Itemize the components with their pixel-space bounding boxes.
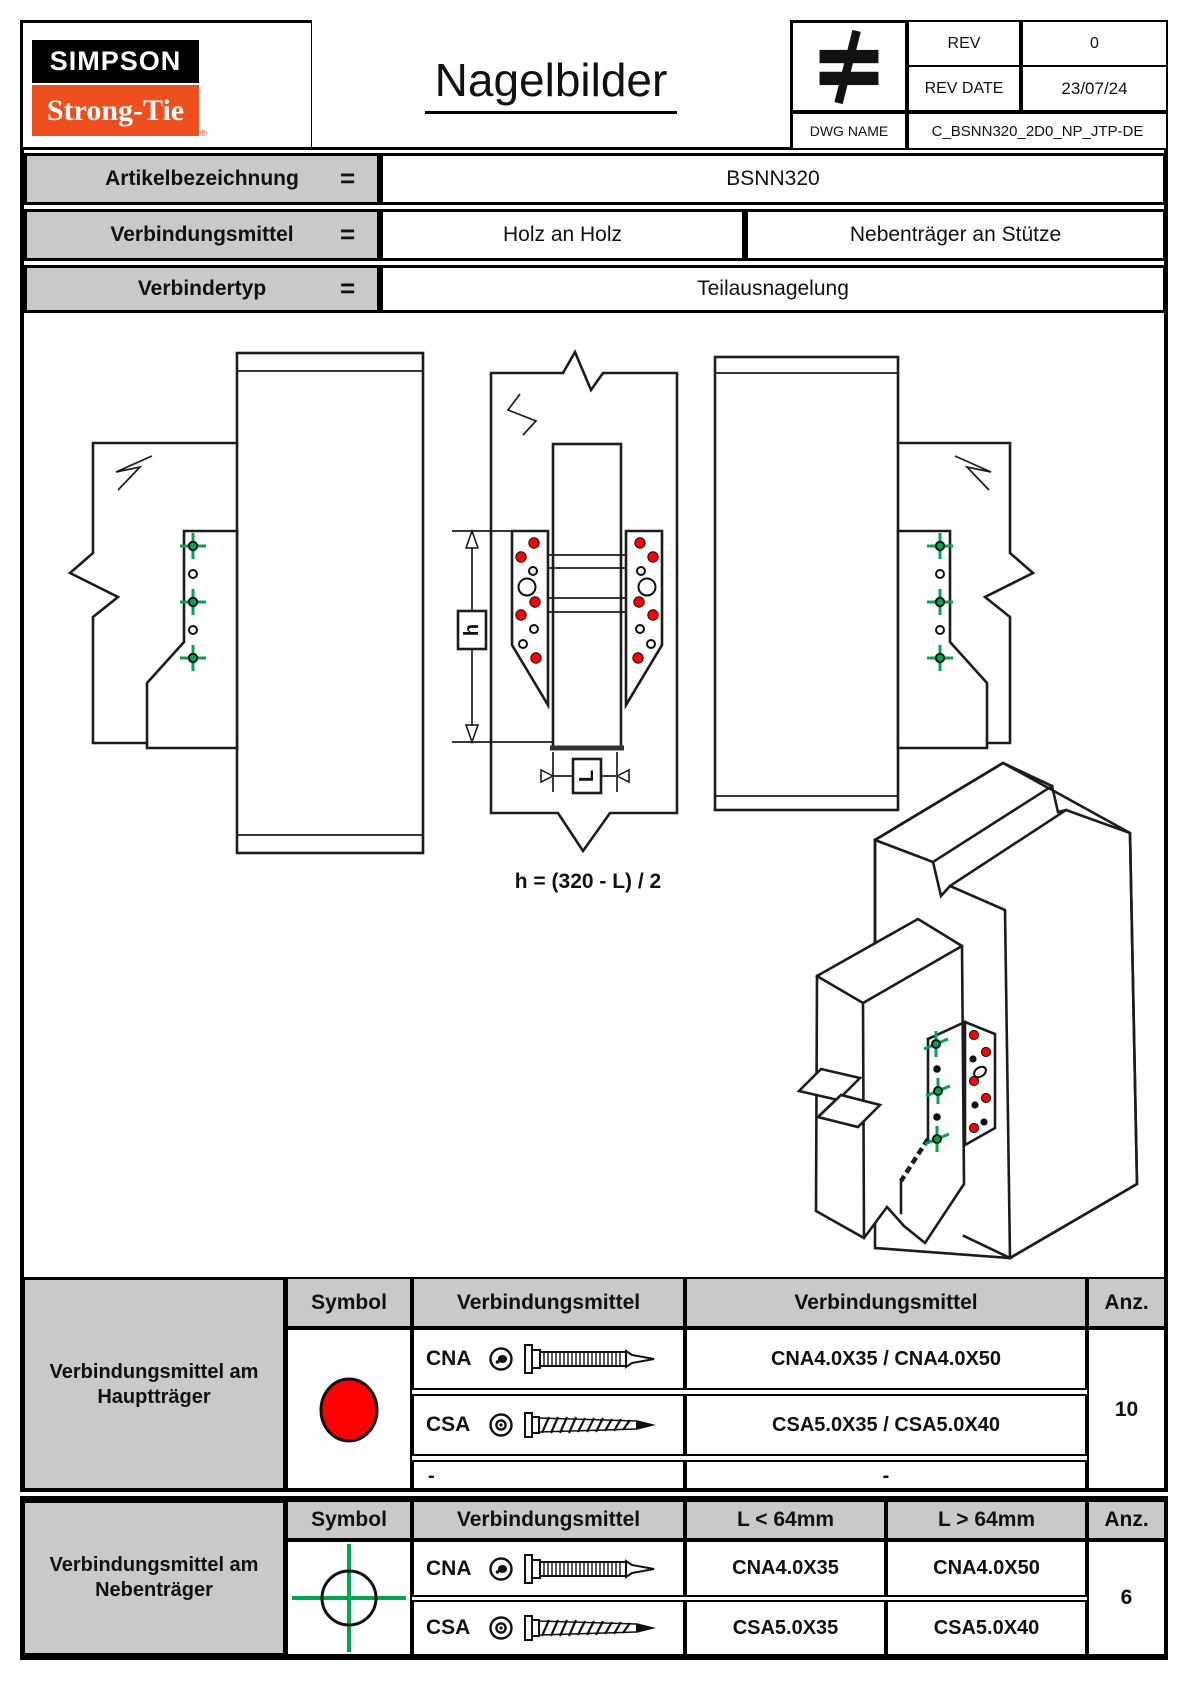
rev-date-label-cell: REV DATE (907, 65, 1021, 112)
table2-cell-csa-large: CSA5.0X40 (886, 1600, 1087, 1656)
info-label-verbindungsmittel: Verbindungsmittel (24, 209, 380, 261)
table-main-header-fastener2: Verbindungsmittel (685, 1277, 1087, 1328)
view-side-left (70, 353, 423, 853)
dwg-name-value-cell: C_BSNN320_2D0_NP_JTP-DE (907, 112, 1168, 150)
nail-pattern-drawing (20, 313, 1168, 1277)
table-secondary-header-fastener: Verbindungsmittel (412, 1500, 685, 1540)
info-value-holz-an-holz: Holz an Holz (380, 209, 745, 261)
table-main-header-fastener: Verbindungsmittel (412, 1277, 685, 1328)
equals-sign: = (340, 273, 356, 303)
view-front (452, 352, 677, 893)
table2-row-cna-fastener: CNA (412, 1540, 685, 1597)
registered-mark: ® (200, 128, 207, 138)
info-label-verbindertyp: Verbindertyp (24, 265, 380, 313)
svg-text:h: h (461, 623, 483, 637)
svg-text:L: L (576, 769, 598, 783)
dimension-l (540, 752, 630, 793)
hanger-side-flange (147, 531, 237, 748)
table-row-csa-fastener: CSA (412, 1394, 685, 1456)
table-main-header-count: Anz. (1087, 1277, 1166, 1328)
page-title: Nagelbilder (425, 53, 678, 114)
break-mark (116, 456, 152, 490)
table-secondary-header-count: Anz. (1087, 1500, 1166, 1540)
hanger-3d-back-flange (965, 1022, 995, 1145)
table-row-dash: - (412, 1460, 685, 1492)
csa-head-icon (488, 1412, 514, 1438)
strongtie-logo: Strong-Tie (32, 85, 199, 136)
ring-nail-icon (524, 1552, 674, 1586)
wood-screw-icon (524, 1611, 674, 1645)
projection-cell (790, 20, 907, 112)
table-secondary-header-l-small: L < 64mm (685, 1500, 886, 1540)
table-cell-csa-values: CSA5.0X35 / CSA5.0X40 (685, 1394, 1087, 1456)
equals-sign: = (340, 163, 356, 193)
table-secondary-symbol-cell (286, 1540, 412, 1656)
red-circle-symbol (304, 1365, 394, 1455)
table-secondary-row-label: Verbindungsmittel am Nebenträger (22, 1500, 286, 1656)
rev-value-cell: 0 (1021, 20, 1168, 67)
table-cell-dash: - (685, 1460, 1087, 1492)
table-row-cna-fastener: CNA (412, 1328, 685, 1390)
view-isometric (799, 763, 1137, 1258)
cna-head-icon (488, 1346, 514, 1372)
table-secondary-count-cell: 6 (1087, 1540, 1166, 1656)
info-value-nebentraeger-an-stuetze: Nebenträger an Stütze (745, 209, 1166, 261)
cna-head-icon (488, 1556, 514, 1582)
csa-head-icon (488, 1615, 514, 1641)
table-main-header-symbol: Symbol (286, 1277, 412, 1328)
height-formula: h = (320 - L) / 2 (514, 870, 662, 893)
table-main-count-cell: 10 (1087, 1328, 1166, 1492)
rev-label-cell: REV (907, 20, 1021, 67)
info-value-verbindertyp: Teilausnagelung (380, 265, 1166, 313)
ring-nail-icon (524, 1342, 674, 1376)
table-main-symbol-cell (286, 1328, 412, 1492)
equals-sign: = (340, 219, 356, 249)
table-secondary-header-l-large: L > 64mm (886, 1500, 1087, 1540)
rev-date-value-cell: 23/07/24 (1021, 65, 1168, 112)
title-cell (312, 20, 790, 150)
table-main-row-label: Verbindungsmittel am Hauptträger (22, 1277, 286, 1492)
not-equal-icon (813, 29, 885, 105)
dwg-name-label-cell: DWG NAME (790, 112, 907, 150)
green-crosshair-symbol (288, 1542, 410, 1654)
wood-screw-icon (524, 1408, 674, 1442)
table2-row-csa-fastener: CSA (412, 1600, 685, 1656)
view-side-right (715, 357, 1033, 810)
break-mark (955, 456, 991, 490)
table-cell-cna-values: CNA4.0X35 / CNA4.0X50 (685, 1328, 1087, 1390)
table-divider (20, 1488, 1168, 1500)
table2-cell-cna-small: CNA4.0X35 (685, 1540, 886, 1597)
hanger-side-flange (898, 531, 987, 748)
simpson-logo: SIMPSON (32, 40, 199, 83)
table-secondary-header-symbol: Symbol (286, 1500, 412, 1540)
info-label-artikelbezeichnung: Artikelbezeichnung (24, 153, 380, 205)
table2-cell-csa-small: CSA5.0X35 (685, 1600, 886, 1656)
info-value-artikel: BSNN320 (380, 153, 1166, 205)
break-mark (508, 394, 536, 435)
table2-cell-cna-large: CNA4.0X50 (886, 1540, 1087, 1597)
